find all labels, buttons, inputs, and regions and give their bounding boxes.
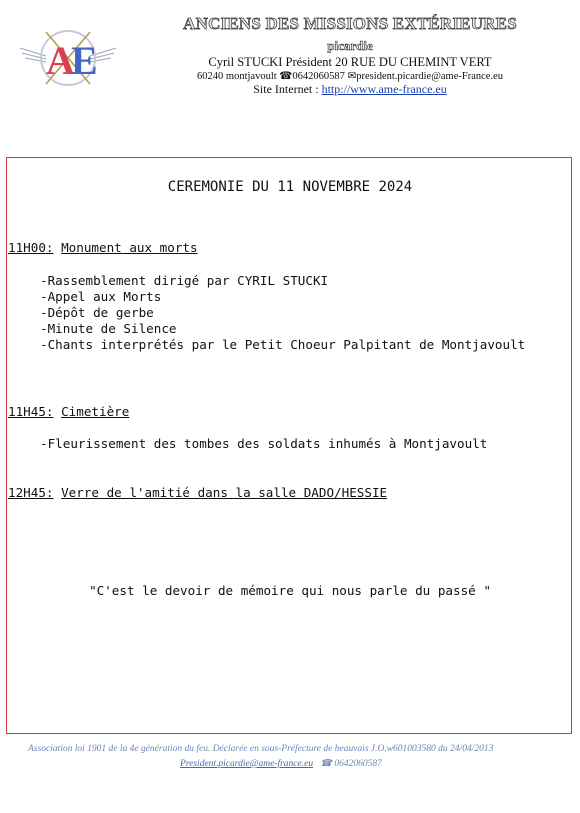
schedule-entry-3 (8, 485, 387, 500)
footer-email-link[interactable]: President.picardie@ame-france.eu (180, 759, 314, 769)
schedule-time: 11H00: (8, 240, 54, 255)
schedule-time: 12H45: (8, 485, 54, 500)
website-label: Site Internet : (253, 82, 322, 96)
footer-contact (180, 758, 382, 769)
org-name: ANCIENS DES MISSIONS EXTÉRIEURES (183, 14, 517, 33)
list-item: -Dépôt de gerbe (40, 305, 154, 320)
logo-letter-a: A (46, 38, 75, 83)
schedule-entry-1 (8, 240, 198, 255)
logo-letter-e: E (71, 38, 98, 83)
schedule-time: 11H45: (8, 404, 54, 419)
footer-phone: ☎ 0642060587 (320, 759, 382, 769)
org-region: picardie (327, 38, 373, 53)
website-line (150, 82, 550, 97)
list-item: -Appel aux Morts (40, 289, 162, 304)
page-title: CEREMONIE DU 11 NOVEMBRE 2024 (167, 179, 413, 195)
schedule-place: Monument aux morts (61, 240, 198, 255)
list-item: -Rassemblement dirigé par CYRIL STUCKI (40, 273, 329, 288)
schedule-place: Cimetière (61, 404, 130, 419)
schedule-place: Verre de l'amitié dans la salle DADO/HESSIE (61, 485, 388, 500)
association-footer: Association loi 1901 de la 4e génération du feu. Déclarée en sous-Préfecture de beauvais J.O.w601003580 du 24/04/2013 (28, 744, 494, 754)
ame-logo-icon (16, 26, 120, 90)
list-item: -Chants interprétés par le Petit Choeur Palpitant de Montjavoult (40, 337, 526, 352)
website-link[interactable]: http://www.ame-france.eu (321, 82, 447, 96)
schedule-entry-2 (8, 404, 129, 419)
list-item: -Minute de Silence (40, 321, 177, 336)
contact-line: 60240 montjavoult ☎0642060587 ✉president.picardie@ame-France.eu (197, 71, 503, 82)
memorial-quote: "C'est le devoir de mémoire qui nous parle du passé " (89, 583, 491, 598)
list-item: -Fleurissement des tombes des soldats inhumés à Montjavoult (40, 436, 488, 451)
president-line: Cyril STUCKI Président 20 RUE DU CHEMINT VERT (208, 55, 492, 69)
